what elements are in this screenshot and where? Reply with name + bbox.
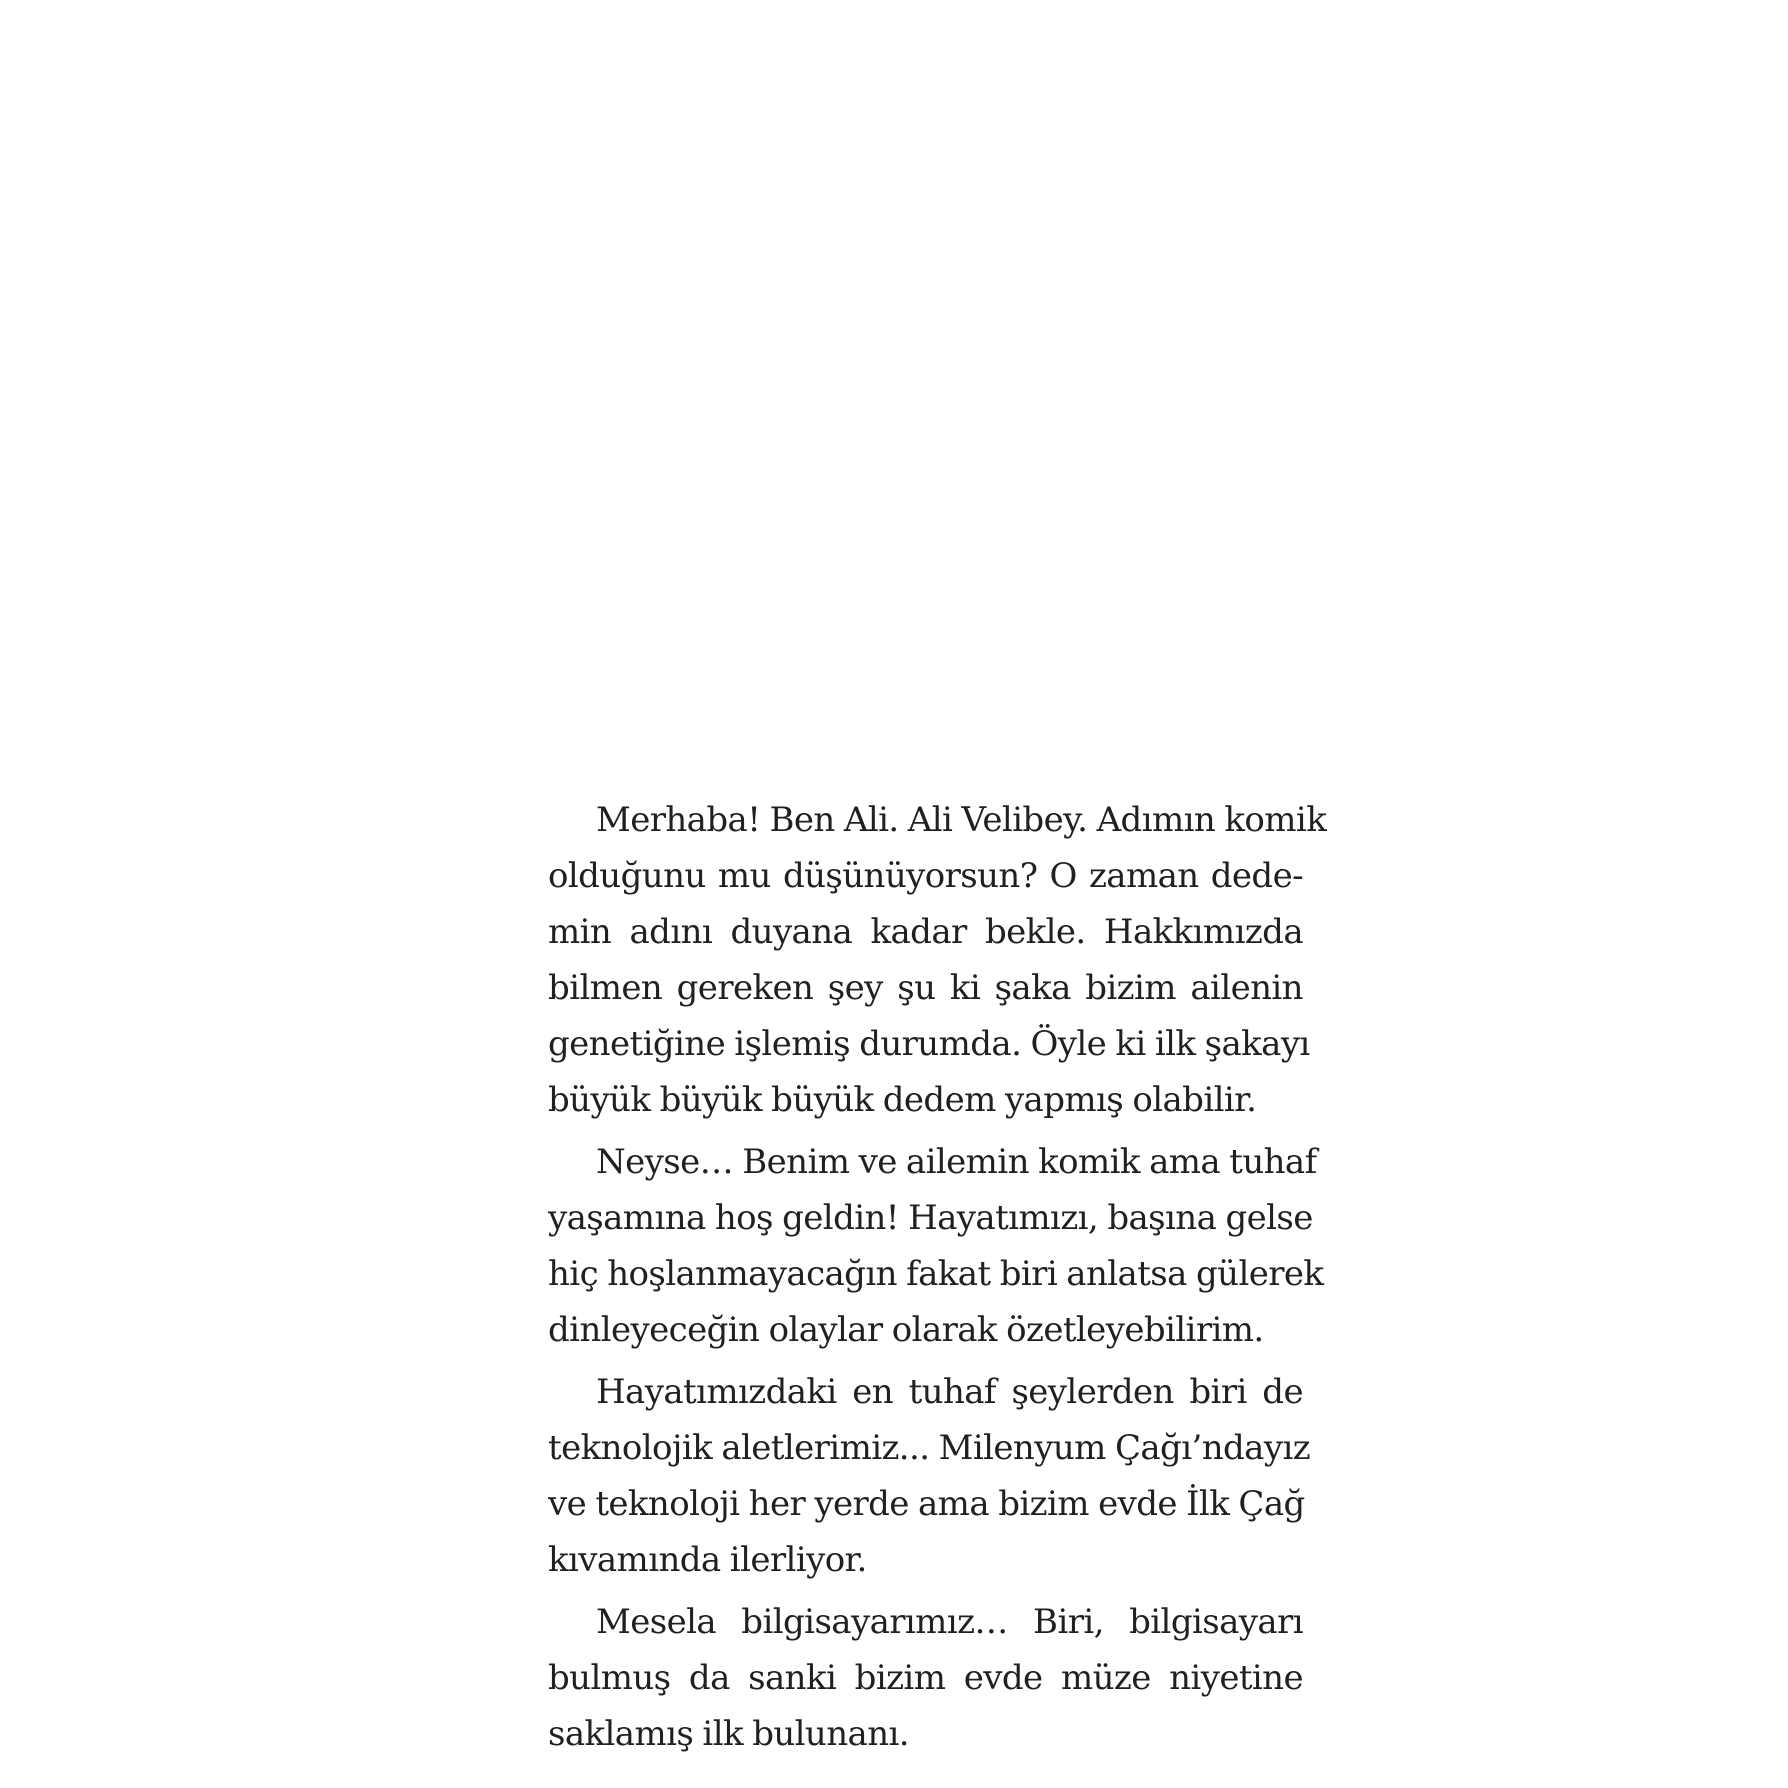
text-line: dinleyeceğin olaylar olarak özetleyebilirim. — [548, 1310, 1264, 1350]
text-line: saklamış ilk bulunanı. — [548, 1714, 909, 1754]
paragraph-3 — [548, 1364, 1311, 1588]
text-line: Mesela bilgisayarımız… Biri, bilgisayarı — [596, 1602, 1303, 1642]
text-line: teknolojik aletlerimiz... Milenyum Çağı’ndayız — [548, 1428, 1311, 1468]
text-line: Merhaba! Ben Ali. Ali Velibey. Adımın komik — [596, 800, 1327, 840]
text-line: genetiğine işlemiş durumda. Öyle ki ilk şakayı — [548, 1024, 1310, 1064]
text-line: Neyse… Benim ve ailemin komik ama tuhaf — [596, 1142, 1317, 1182]
paragraph-4 — [548, 1594, 1303, 1762]
text-line: Hayatımızdaki en tuhaf şeylerden biri de — [596, 1372, 1303, 1412]
body-text — [548, 792, 1327, 1768]
text-line: büyük büyük büyük dedem yapmış olabilir. — [548, 1080, 1257, 1120]
text-line: olduğunu mu düşünüyorsun? O zaman dede- — [548, 856, 1303, 896]
text-line: bilmen gereken şey şu ki şaka bizim ailenin — [548, 968, 1303, 1008]
paragraph-2 — [548, 1134, 1324, 1358]
text-line: kıvamında ilerliyor. — [548, 1540, 867, 1580]
paragraph-1 — [548, 792, 1327, 1128]
text-line: yaşamına hoş geldin! Hayatımızı, başına gelse — [548, 1198, 1313, 1238]
text-line: hiç hoşlanmayacağın fakat biri anlatsa gülerek — [548, 1254, 1324, 1294]
text-line: bulmuş da sanki bizim evde müze niyetine — [548, 1658, 1303, 1698]
text-line: min adını duyana kadar bekle. Hakkımızda — [548, 912, 1303, 952]
text-line: ve teknoloji her yerde ama bizim evde İlk Çağ — [548, 1484, 1305, 1524]
